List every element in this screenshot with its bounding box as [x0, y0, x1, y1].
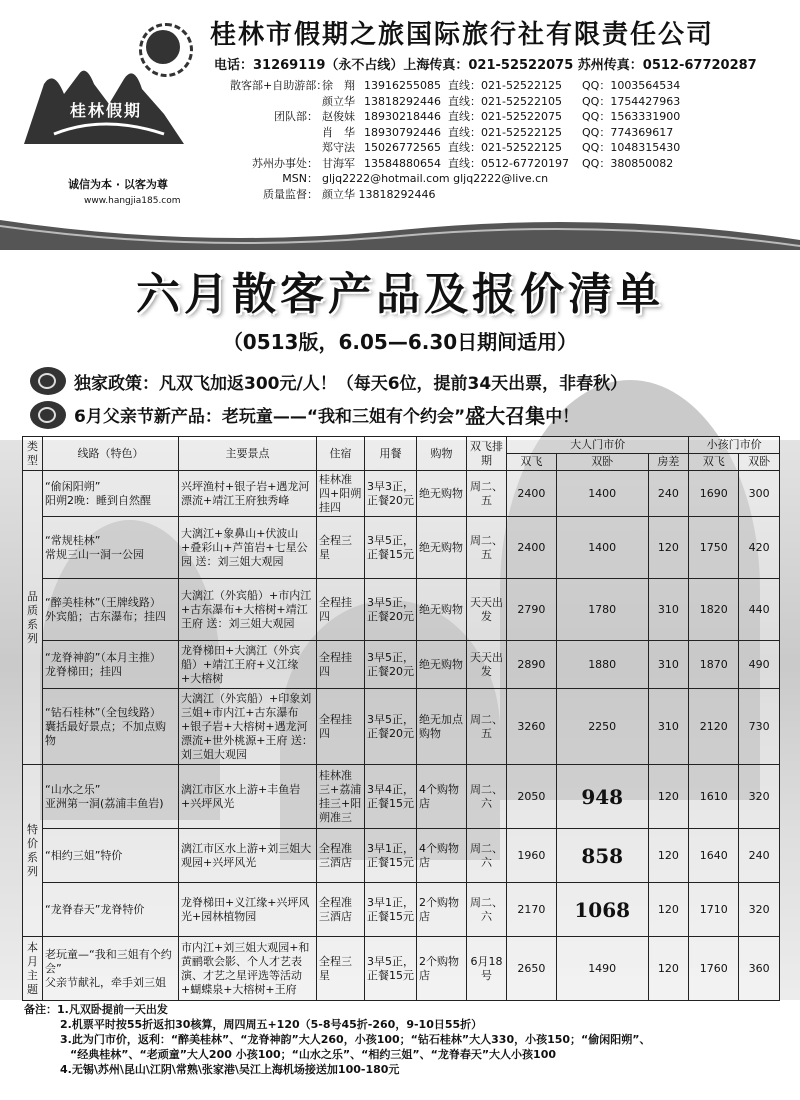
- shop-cell: 2个购物店: [417, 883, 467, 937]
- price-adult-train: 1068: [556, 883, 648, 937]
- route-name: “龙脊春天”龙脊特价: [45, 902, 145, 916]
- quality-supervisor: 颜立华 13818292446: [322, 187, 436, 201]
- shop-cell: 绝无购物: [417, 471, 467, 517]
- promo-exclusive-policy: [30, 367, 627, 395]
- price-child-flight: 1690: [689, 471, 739, 517]
- msn-address[interactable]: gljq2222@hotmail.com gljq2222@live.cn: [322, 172, 549, 185]
- col-child-price: 小孩门市价: [689, 437, 780, 454]
- spots-cell: 大漓江+象鼻山+伏波山+叠彩山+芦笛岩+七星公园 送：刘三姐大观园: [179, 517, 317, 579]
- price-child-flight: 1870: [689, 641, 739, 689]
- slogan: 诚信为本 · 以客为尊: [68, 178, 168, 191]
- col-adult-room: 房差: [648, 454, 689, 471]
- contact-qq: QQ：1048315430: [582, 141, 681, 154]
- contact-name: 肖 华: [322, 125, 355, 139]
- phone-line: 电话：31269119（永不占线）上海传真：021-52522075 苏州传真：0512-67720287: [214, 58, 757, 73]
- price-adult-room: 120: [648, 829, 689, 883]
- col-child-flight: 双飞: [689, 454, 739, 471]
- contact-phone: 13916255085: [364, 79, 441, 92]
- logo-text: 桂林假期: [70, 101, 143, 120]
- contact-name: 甘海军: [322, 156, 355, 170]
- contact-qq: QQ：1003564534: [582, 79, 681, 92]
- price-child-train: 320: [739, 883, 780, 937]
- route-desc: 囊括最好景点；不加点购物: [45, 719, 166, 747]
- spots-cell: 市内江+刘三姐大观园+和黄鹂歌会影、个人才艺表演、才艺之星评选等活动+蝴蝶泉+大榕树+王府: [179, 937, 317, 1001]
- spots-cell: 漓江市区水上游+刘三姐大观园+兴坪风光: [179, 829, 317, 883]
- departure-cell: 周二、六: [467, 829, 507, 883]
- company-name: 桂林市假期之旅国际旅行社有限责任公司: [210, 20, 715, 50]
- route-cell: [43, 641, 179, 689]
- contact-qq: QQ：774369617: [582, 125, 674, 139]
- hotel-cell: 全程三星: [317, 517, 365, 579]
- route-cell: [43, 689, 179, 765]
- contact-row: [230, 125, 790, 141]
- price-adult-train: 858: [556, 829, 648, 883]
- swirl-icon: [30, 367, 66, 395]
- route-desc: 父亲节献礼，牵手刘三姐: [45, 975, 166, 989]
- route-cell: [43, 883, 179, 937]
- contact-phone: 15026772565: [364, 141, 441, 154]
- price-child-flight: 1640: [689, 829, 739, 883]
- route-cell: [43, 937, 179, 1001]
- group-label-theme: 本月主题: [23, 937, 43, 1001]
- col-route: 线路（特色）: [43, 437, 179, 471]
- price-adult-room: 120: [648, 765, 689, 829]
- route-cell: [43, 579, 179, 641]
- price-table: [22, 436, 780, 1001]
- price-adult-room: 310: [648, 641, 689, 689]
- table-header-row: [23, 437, 780, 454]
- meal-cell: 3早3正，正餐20元: [365, 471, 417, 517]
- contact-row-msn: [230, 171, 790, 187]
- meal-cell: 3早4正，正餐15元: [365, 765, 417, 829]
- col-departure: 双飞排期: [467, 437, 507, 471]
- shop-cell: 绝无购物: [417, 517, 467, 579]
- price-child-train: 440: [739, 579, 780, 641]
- sun-icon: [146, 30, 180, 64]
- contact-row-quality: [230, 187, 790, 203]
- meal-cell: 3早5正，正餐15元: [365, 937, 417, 1001]
- contact-dept: [230, 125, 322, 141]
- meal-cell: 3早5正，正餐20元: [365, 579, 417, 641]
- price-adult-flight: 2400: [507, 471, 557, 517]
- logo: [14, 24, 194, 206]
- price-child-flight: 1760: [689, 937, 739, 1001]
- price-adult-flight: 2790: [507, 579, 557, 641]
- promo-text-end: 中！: [545, 407, 580, 427]
- route-cell: [43, 829, 179, 883]
- table-row: [23, 517, 780, 579]
- contact-list: [230, 78, 790, 202]
- contact-line: 直线：0512-67720197: [448, 156, 569, 170]
- price-adult-train: 948: [556, 765, 648, 829]
- col-type: 类型: [23, 437, 43, 471]
- spots-cell: 大漓江（外宾船）+印象刘三姐+市内江+古东瀑布+银子岩+大榕树+遇龙河漂流+世外桃源+王府 送：刘三姐大观园: [179, 689, 317, 765]
- hotel-cell: 全程挂四: [317, 689, 365, 765]
- group-label-special: 特价系列: [23, 765, 43, 937]
- page-title: 六月散客产品及报价清单: [136, 269, 664, 320]
- route-desc: 外宾船；古东瀑布；挂四: [45, 609, 166, 623]
- table-row: [23, 689, 780, 765]
- contact-dept: 质量监督：: [263, 187, 318, 201]
- spots-cell: 大漓江（外宾船）+市内江+古东瀑布+大榕树+靖江王府 送：刘三姐大观园: [179, 579, 317, 641]
- meal-cell: 3早5正，正餐20元: [365, 689, 417, 765]
- note-line: “经典桂林”、“老顽童”大人200 小孩100；“山水之乐”、“相约三姐”、“龙脊春天”大人小孩100: [70, 1048, 557, 1061]
- col-child-train: 双卧: [739, 454, 780, 471]
- note-line: 2.机票平时按55折返扣30核算，周四周五+120（5-8号45折-260，9-10日55折）: [60, 1018, 483, 1031]
- contact-dept: [230, 94, 322, 110]
- contact-line: 直线：021-52522125: [448, 79, 562, 92]
- contact-phone: 13584880654: [364, 156, 441, 170]
- swirl-icon: [30, 401, 66, 429]
- price-child-train: 320: [739, 765, 780, 829]
- price-adult-flight: 2890: [507, 641, 557, 689]
- meal-cell: 3早1正，正餐15元: [365, 883, 417, 937]
- contact-line: 直线：021-52522105: [448, 94, 562, 108]
- col-adult-train: 双卧: [556, 454, 648, 471]
- meal-cell: 3早5正，正餐15元: [365, 517, 417, 579]
- header-wave-divider: [0, 210, 800, 250]
- price-adult-room: 120: [648, 517, 689, 579]
- route-cell: [43, 471, 179, 517]
- contact-row: [230, 109, 790, 125]
- spots-cell: 兴坪渔村+银子岩+遇龙河漂流+靖江王府独秀峰: [179, 471, 317, 517]
- promo-highlight: 盛大召集: [465, 404, 546, 428]
- price-adult-room: 120: [648, 883, 689, 937]
- contact-line: 直线：021-52522125: [448, 141, 562, 154]
- route-desc: 龙脊梯田；挂四: [45, 664, 122, 678]
- price-adult-train: 2250: [556, 689, 648, 765]
- shop-cell: 绝无购物: [417, 641, 467, 689]
- col-spots: 主要景点: [179, 437, 317, 471]
- col-adult-flight: 双飞: [507, 454, 557, 471]
- shop-cell: 4个购物店: [417, 765, 467, 829]
- shop-cell: 2个购物店: [417, 937, 467, 1001]
- meal-cell: 3早1正，正餐15元: [365, 829, 417, 883]
- departure-cell: 周二、六: [467, 883, 507, 937]
- table-row: [23, 471, 780, 517]
- table-row: [23, 765, 780, 829]
- route-name: “山水之乐”: [45, 782, 101, 796]
- table-row: [23, 883, 780, 937]
- note-line: 备注：1.凡双卧提前一天出发: [24, 1003, 168, 1016]
- contact-name: 赵俊妹: [322, 110, 355, 123]
- website-link[interactable]: www.hangjia185.com: [84, 196, 181, 206]
- hotel-cell: 桂林准三+荔浦挂三+阳朔准三: [317, 765, 365, 829]
- contact-dept: 散客部+自助游部：: [230, 79, 328, 92]
- route-desc: 亚洲第一洞(荔浦丰鱼岩): [45, 796, 164, 810]
- meal-cell: 3早5正，正餐20元: [365, 641, 417, 689]
- departure-cell: 天天出发: [467, 641, 507, 689]
- contact-phone: 18930218446: [364, 110, 441, 123]
- route-cell: [43, 765, 179, 829]
- contact-name: 徐 翔: [322, 79, 355, 92]
- price-child-flight: 1820: [689, 579, 739, 641]
- spots-cell: 漓江市区水上游+丰鱼岩+兴坪风光: [179, 765, 317, 829]
- contact-qq: QQ：1754427963: [582, 94, 681, 108]
- route-name: “相约三姐”特价: [45, 848, 123, 862]
- note-line: 3.此为门市价，返利：“醉美桂林”、“龙脊神韵”大人260，小孩100；“钻石桂林”大人330，小孩150；“偷闲阳朔”、: [60, 1033, 651, 1046]
- price-child-train: 490: [739, 641, 780, 689]
- price-adult-room: 310: [648, 579, 689, 641]
- contact-dept: [230, 140, 322, 156]
- hotel-cell: 全程准三酒店: [317, 883, 365, 937]
- price-adult-room: 240: [648, 471, 689, 517]
- note-line: 4.无锡\苏州\昆山\江阴\常熟\张家港\吴江上海机场接送加100-180元: [60, 1063, 400, 1076]
- contact-row: [230, 140, 790, 156]
- contact-name: 颜立华: [322, 94, 355, 108]
- contact-line: 直线：021-52522125: [448, 125, 562, 139]
- price-child-train: 730: [739, 689, 780, 765]
- route-desc: 常规三山一洞一公园: [45, 547, 144, 561]
- contact-line: 直线：021-52522075: [448, 110, 562, 123]
- contact-qq: QQ：380850082: [582, 156, 674, 170]
- hotel-cell: 全程准三酒店: [317, 829, 365, 883]
- departure-cell: 周二、五: [467, 517, 507, 579]
- contact-qq: QQ：1563331900: [582, 110, 681, 123]
- route-name: “常规桂林”: [45, 533, 101, 547]
- promo-fathers-day: [30, 400, 579, 429]
- contact-row: [230, 78, 790, 94]
- route-name: “醉美桂林”（王牌线路）: [45, 595, 161, 609]
- contact-dept: 苏州办事处：: [252, 156, 318, 170]
- route-desc: 阳朔2晚：睡到自然醒: [45, 493, 151, 507]
- page-subtitle: （0513版，6.05—6.30日期间适用）: [222, 330, 578, 354]
- shop-cell: 绝无加点购物: [417, 689, 467, 765]
- shop-cell: 4个购物店: [417, 829, 467, 883]
- price-child-flight: 2120: [689, 689, 739, 765]
- table-row: [23, 641, 780, 689]
- price-adult-flight: 2050: [507, 765, 557, 829]
- notes-section: [24, 1002, 780, 1077]
- departure-cell: 天天出发: [467, 579, 507, 641]
- price-adult-flight: 2400: [507, 517, 557, 579]
- spots-cell: 龙脊梯田+义江缘+兴坪风光+园林植物园: [179, 883, 317, 937]
- route-name: “龙脊神韵”（本月主推）: [45, 650, 161, 664]
- price-child-flight: 1750: [689, 517, 739, 579]
- departure-cell: 周二、五: [467, 471, 507, 517]
- departure-cell: 6月18号: [467, 937, 507, 1001]
- group-label-quality: 品质系列: [23, 471, 43, 765]
- contact-row: [230, 156, 790, 172]
- price-adult-room: 310: [648, 689, 689, 765]
- promo-text: 独家政策：凡双飞加返300元/人！（每天6位，提前34天出票，非春秋）: [74, 373, 628, 394]
- promo-text: 6月父亲节新产品：老玩童——“我和三姐有个约会”: [74, 407, 466, 427]
- price-child-flight: 1610: [689, 765, 739, 829]
- table-row: [23, 829, 780, 883]
- price-adult-flight: 1960: [507, 829, 557, 883]
- col-hotel: 住宿: [317, 437, 365, 471]
- contact-row: [230, 94, 790, 110]
- departure-cell: 周二、六: [467, 765, 507, 829]
- price-adult-flight: 3260: [507, 689, 557, 765]
- contact-dept: MSN：: [282, 172, 318, 185]
- contact-phone: 18930792446: [364, 125, 441, 139]
- price-table-wrapper: [22, 436, 780, 1001]
- price-adult-room: 120: [648, 937, 689, 1001]
- spots-cell: 龙脊梯田+大漓江（外宾船）+靖江王府+义江缘+大榕树: [179, 641, 317, 689]
- route-name: “钻石桂林”（全包线路）: [45, 705, 161, 719]
- price-adult-flight: 2650: [507, 937, 557, 1001]
- hotel-cell: 全程挂四: [317, 579, 365, 641]
- price-child-train: 420: [739, 517, 780, 579]
- price-adult-flight: 2170: [507, 883, 557, 937]
- price-adult-train: 1400: [556, 517, 648, 579]
- shop-cell: 绝无购物: [417, 579, 467, 641]
- departure-cell: 周二、五: [467, 689, 507, 765]
- contact-dept: 团队部：: [274, 110, 318, 123]
- route-name: 老玩童—“我和三姐有个约会”: [45, 947, 172, 975]
- contact-name: 郑守法: [322, 141, 355, 154]
- route-name: “偷闲阳朔”: [45, 479, 101, 493]
- header: [0, 0, 800, 222]
- price-adult-train: 1490: [556, 937, 648, 1001]
- col-shop: 购物: [417, 437, 467, 471]
- price-adult-train: 1780: [556, 579, 648, 641]
- price-adult-train: 1880: [556, 641, 648, 689]
- table-row: [23, 579, 780, 641]
- col-adult-price: 大人门市价: [507, 437, 689, 454]
- price-child-train: 240: [739, 829, 780, 883]
- price-child-train: 360: [739, 937, 780, 1001]
- col-meal: 用餐: [365, 437, 417, 471]
- table-row: [23, 937, 780, 1001]
- contact-phone: 13818292446: [364, 94, 441, 108]
- price-child-train: 300: [739, 471, 780, 517]
- hotel-cell: 全程三星: [317, 937, 365, 1001]
- hotel-cell: 桂林准四+阳朔挂四: [317, 471, 365, 517]
- price-adult-train: 1400: [556, 471, 648, 517]
- price-child-flight: 1710: [689, 883, 739, 937]
- route-cell: [43, 517, 179, 579]
- hotel-cell: 全程挂四: [317, 641, 365, 689]
